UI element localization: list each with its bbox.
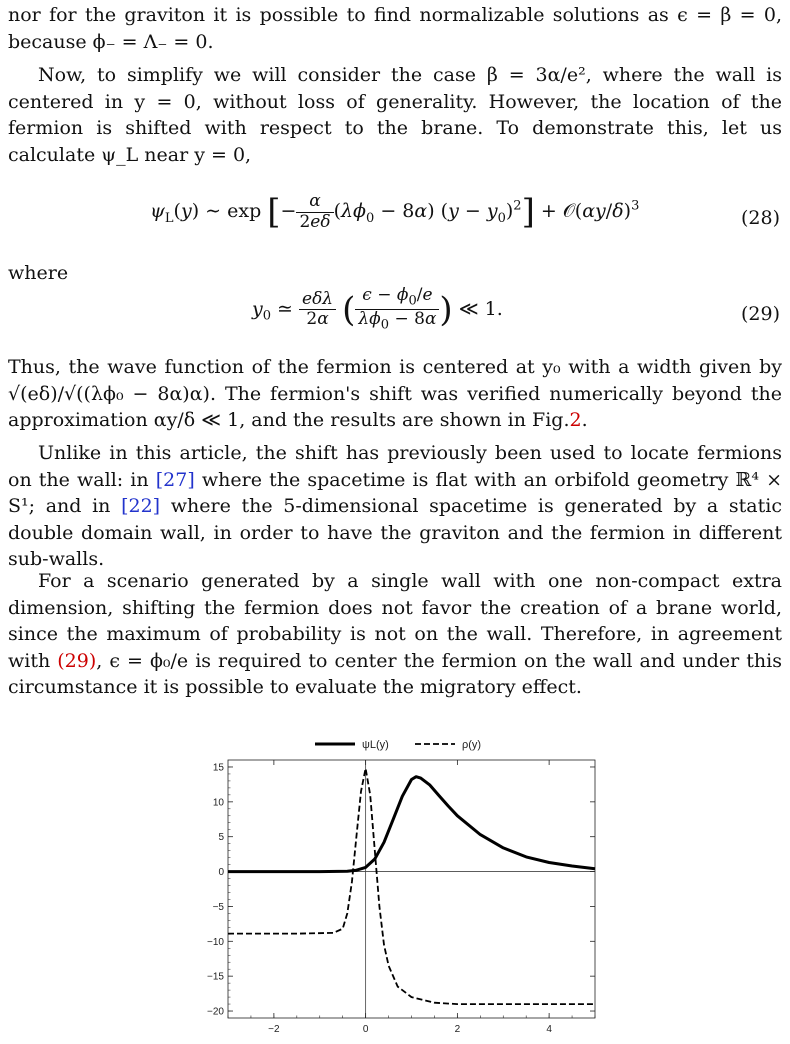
y-tick-label: 5 [218,832,224,844]
psi-l-curve [228,777,595,872]
paragraph-4-text-b: where the spacetime is flat with an orbifold geometry ℝ⁴ × S¹; and in [8,468,782,517]
citation-27-link[interactable]: [27] [155,468,195,491]
equation-28: $\psi_L(y)$ ∼ exp [− $\frac{\alpha}{2e\delta}$ $(\lambda\phi_0 - 8\alpha) (y - y_0)^2$] + $𝒪(\alpha y/\delta)^3$ [150,191,640,233]
plot-frame [228,760,595,1018]
paragraph-5-text-a: For a scenario generated by a single wall with one non-compact extra dimension, shifting the fermion does not favor the creation of a brane world, since the maximum of probability is not on the wall. Therefore, in agreement with [8,570,782,672]
paragraph-2-text: Now, to simplify we will consider the case β = 3α/e², where the wall is centered in y = 0, without loss of generality. However, the location of the fermion is shifted with respect to the brane. To demonstrate this, let us calculate ψ_L near y = 0, [8,64,782,166]
where-text: where [8,262,69,284]
legend-psi-label: ψL(y) [362,739,389,751]
y-tick-label: −10 [207,936,224,948]
chart-legend [315,739,481,751]
y-tick-label: −20 [207,1006,224,1018]
equation-29-ref-link[interactable]: (29) [57,649,97,672]
paragraph-3: Thus, the wave function of the fermion is centered at y₀ with a width given by √(eδ)/√((λϕ₀ − 8α)α). The fermion's shift was verified numerically beyond the approximation αy/δ ≪ 1, and the results are shown in Fig.2. [8,356,782,431]
paragraph-5-text-b: , ϵ = ϕ₀/e is required to center the fermion on the wall and under this circumstance it is possible to evaluate the migratory effect. [8,649,782,698]
x-tick-label: 2 [454,1024,461,1035]
where-label [8,260,782,287]
citation-22-link[interactable]: [22] [121,495,161,517]
equation-29: $y_0$ ≃ $\frac{\text{eδλ}}{2\alpha}$ ( $\frac{\epsilon - \phi_0/e}{\lambda\phi_0 - 8\alpha}$ ) ≪ 1. [252,285,503,333]
paragraph-4 [8,440,782,573]
y-tick-label: 10 [212,797,224,809]
x-tick-label: 4 [546,1024,552,1035]
equation-29-number: (29) [740,303,780,325]
paragraph-4-text-a: Unlike in this article, the shift has previously been used to locate fermions on the wall: in [8,442,782,491]
y-tick-label: −5 [212,901,224,913]
paragraph-1 [8,2,782,55]
paragraph-5 [8,568,782,701]
paragraph-4-text-c: where the 5-dimensional spacetime is generated by a static double domain wall, in order to have the graviton and the fermion in different sub-walls. [8,495,782,570]
legend-rho-label: ρ(y) [462,739,482,751]
paragraph-2 [8,62,782,168]
figure-2-chart [190,728,610,1038]
plot-area [207,760,595,1035]
equation-28-number: (28) [740,207,780,229]
y-tick-label: 15 [212,762,224,774]
rho-curve [228,768,595,1004]
x-tick-label: 0 [362,1024,369,1035]
figure-ref-link[interactable]: 2 [569,409,582,431]
x-tick-label: −2 [268,1024,280,1035]
y-tick-label: 0 [218,867,224,879]
y-tick-label: −15 [207,971,224,983]
paragraph-1-text: nor for the graviton it is possible to find normalizable solutions as ϵ = β = 0, because ϕ₋ = Λ₋ = 0. [8,4,782,53]
paragraph-3-text: Thus, the wave function of the fermion is centered at y₀ with a width given by √(eδ)/√((λϕ₀ − 8α)α). The fermion's shift was verified numerically beyond the approximation αy/δ ≪ 1, and the results are shown in Fig. [8,356,782,431]
